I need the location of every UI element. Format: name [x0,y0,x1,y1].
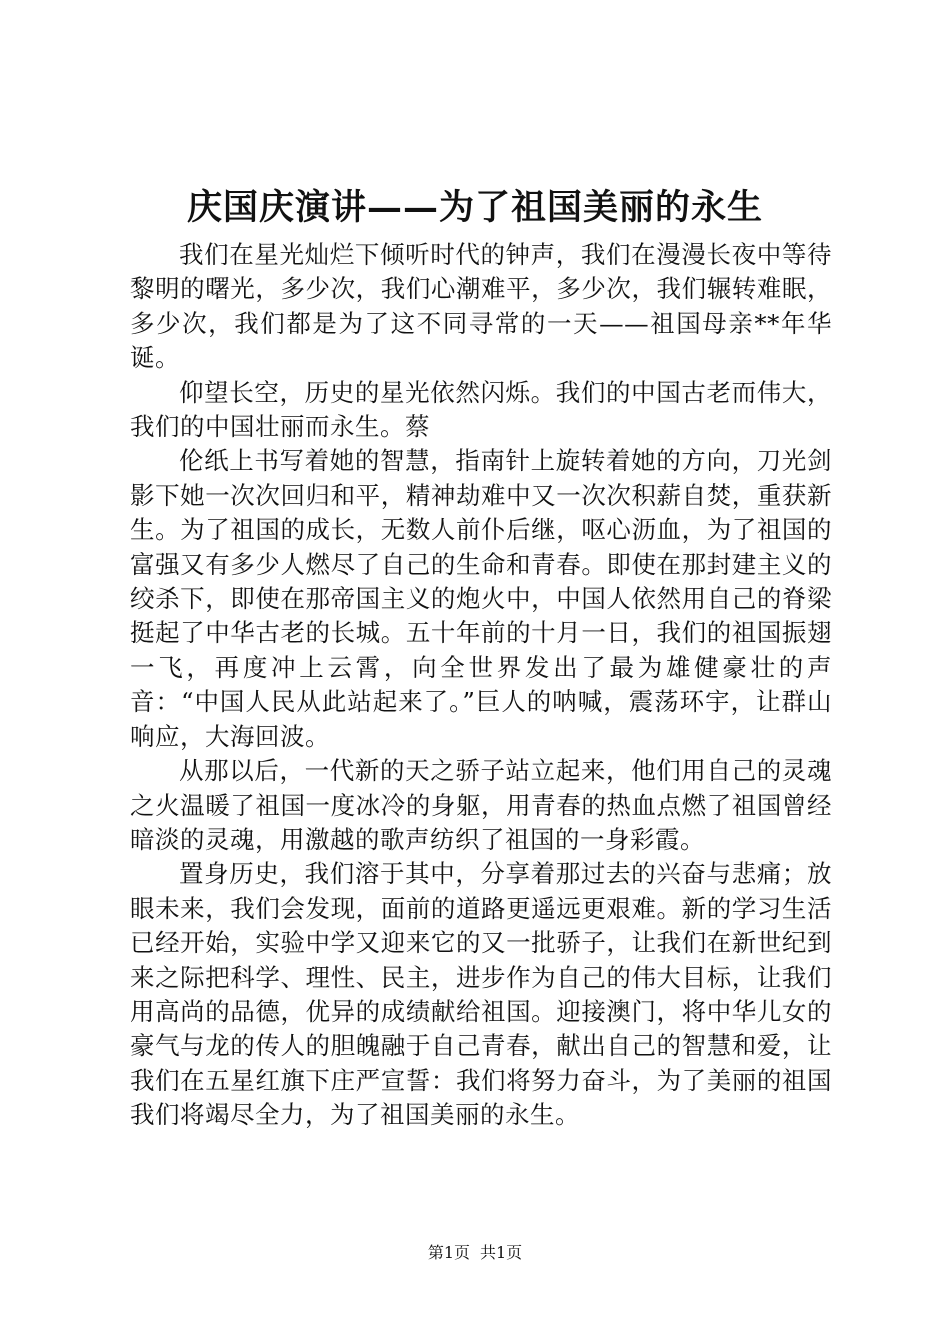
page-number: 第1页 [427,1243,470,1262]
paragraph: 置身历史，我们溶于其中，分享着那过去的兴奋与悲痛；放眼未来，我们会发现，面前的道路更遥远更艰难。新的学习生活已经开始，实验中学又迎来它的又一批骄子，让我们在新世纪到来之际把科学、理性、民主，进步作为自己的伟大目标，让我们用高尚的品德，优异的成绩献给祖国。迎接澳门，将中华儿女的豪气与龙的传人的胆魄融于自己青春，献出自己的智慧和爱，让我们在五星红旗下庄严宣誓：我们将努力奋斗，为了美丽的祖国我们将竭尽全力，为了祖国美丽的永生。 [130,859,832,1130]
paragraph: 伦纸上书写着她的智慧，指南针上旋转着她的方向，刀光剑影下她一次次回归和平，精神劫难中又一次次积薪自焚，重获新生。为了祖国的成长，无数人前仆后继，呕心沥血，为了祖国的富强又有多少人燃尽了自己的生命和青春。即使在那封建主义的绞杀下，即使在那帝国主义的炮火中，中国人依然用自己的脊梁挺起了中华古老的长城。五十年前的十月一日，我们的祖国振翅一飞，再度冲上云霄，向全世界发出了最为雄健豪壮的声音：“中国人民从此站起来了。”巨人的呐喊，震荡环宇，让群山响应，大海回波。 [130,446,832,751]
paragraph: 从那以后，一代新的天之骄子站立起来，他们用自己的灵魂之火温暖了祖国一度冰冷的身躯，用青春的热血点燃了祖国曾经暗淡的灵魂，用激越的歌声纺织了祖国的一身彩霞。 [130,756,832,854]
page-footer [0,1242,950,1264]
paragraph: 我们在星光灿烂下倾听时代的钟声，我们在漫漫长夜中等待黎明的曙光，多少次，我们心潮难平，多少次，我们辗转难眠，多少次，我们都是为了这不同寻常的一天——祖国母亲**年华诞。 [130,240,832,373]
document-body [130,238,832,1133]
page-total: 共1页 [480,1243,523,1262]
paragraph: 仰望长空，历史的星光依然闪烁。我们的中国古老而伟大，我们的中国壮丽而永生。蔡 [130,377,832,442]
document-title: 庆国庆演讲——为了祖国美丽的永生 [186,187,763,228]
